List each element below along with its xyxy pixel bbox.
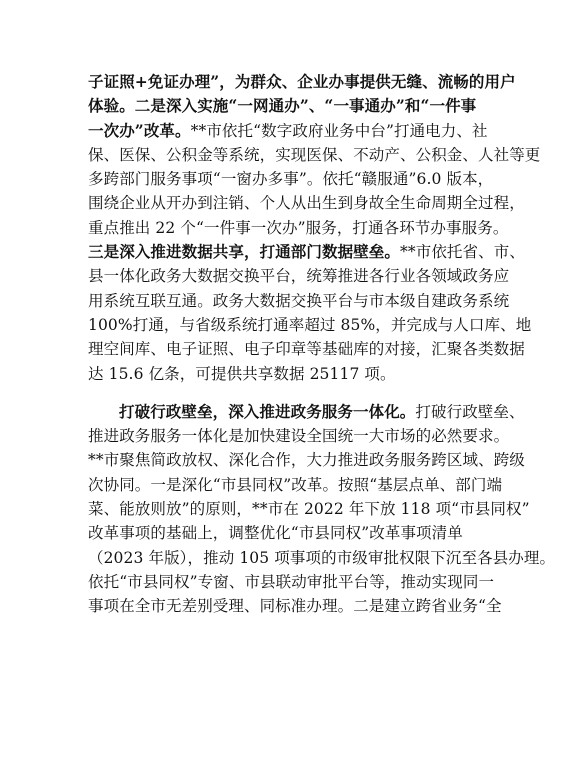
paragraph-data-sharing <box>88 70 541 386</box>
body-text: 围绕企业从开办到注销、个人从出生到身故全生命周期全过程， <box>88 194 525 213</box>
body-text: 推进政务服务一体化是加快建设全国统一大市场的必然要求。 <box>88 427 510 446</box>
body-text: 用系统互联互通。政务大数据交换平台与市本级自建政务系统 <box>88 291 510 310</box>
text-line <box>88 289 510 313</box>
body-text: 打破行政壁垒、 <box>415 402 525 421</box>
body-text: 菜、能放则放”的原则，**市在 2022 年下放 118 项“市县同权” <box>88 500 530 519</box>
text-line <box>88 240 525 264</box>
body-text: 达 15.6 亿条，可提供共享数据 25117 项。 <box>88 364 396 383</box>
bold-text: 子证照+免证办理”，为群众、企业办事提供无缝、流畅的用户 <box>88 72 516 91</box>
body-text: （2023 年版），推动 105 项事项的市级审批权限下沉至各县办理。 <box>88 548 556 567</box>
bold-text: 三是深入推进数据共享，打通部门数据壁垒。 <box>88 242 401 262</box>
body-text: **市聚焦简政放权、深化合作，大力推进政务服务跨区域、跨级 <box>88 451 525 470</box>
text-line <box>88 143 541 167</box>
paragraph-gap <box>88 386 500 400</box>
body-text: 县一体化政务大数据交换平台，统筹推进各行业各领域政务应 <box>88 267 510 286</box>
body-text: 次协同。一是深化“市县同权”改革。按照“基层点单、部门端 <box>88 475 503 494</box>
bold-text: 一次办”改革。 <box>88 120 191 140</box>
text-line <box>88 119 500 143</box>
bold-text: 体验。二是深入实施“一网通办”、“一事通办”和“一件事 <box>88 96 477 116</box>
text-line <box>88 216 509 240</box>
text-line <box>88 191 525 215</box>
body-text: 理空间库、电子证照、电子印章等基础库的对接，汇聚各类数据 <box>88 340 525 359</box>
text-line <box>88 424 510 448</box>
text-line <box>88 473 503 497</box>
text-line <box>88 448 525 472</box>
body-text: 事项在全市无差别受理、同标准办理。二是建立跨省业务“全 <box>88 597 502 616</box>
body-text: 重点推出 22 个“一件事一次办”服务，打通各环节办事服务。 <box>88 218 509 237</box>
body-text: 多跨部门服务事项“一窗办多事”。依托“赣服通”6.0 版本， <box>88 170 494 189</box>
text-line <box>88 546 556 570</box>
text-line <box>88 337 525 361</box>
body-text: 保、医保、公积金等系统，实现医保、不动产、公积金、人社等更 <box>88 145 541 164</box>
text-line <box>88 521 500 545</box>
paragraph-administrative-barriers <box>88 400 556 619</box>
body-text: 改革事项的基础上，调整优化“市县同权”改革事项清单 <box>88 524 463 543</box>
text-line <box>88 497 530 521</box>
text-line <box>88 362 500 386</box>
document-body <box>88 70 556 619</box>
text-line <box>88 70 516 94</box>
text-line <box>88 313 532 337</box>
text-line <box>88 400 525 424</box>
body-text: 依托“市县同权”专窗、市县联动审批平台等，推动实现同一 <box>88 572 495 591</box>
text-line <box>88 570 500 594</box>
body-text: **市依托省、市、 <box>400 243 525 262</box>
body-text: **市依托“数字政府业务中台”打通电力、社 <box>190 121 488 140</box>
text-line <box>88 594 500 618</box>
text-line <box>88 167 500 191</box>
bold-text: 打破行政壁垒，深入推进政务服务一体化。 <box>119 401 416 421</box>
body-text: 100%打通，与省级系统打通率超过 85%，并完成与人口库、地 <box>88 315 532 334</box>
text-line <box>88 94 500 118</box>
text-line <box>88 264 510 288</box>
